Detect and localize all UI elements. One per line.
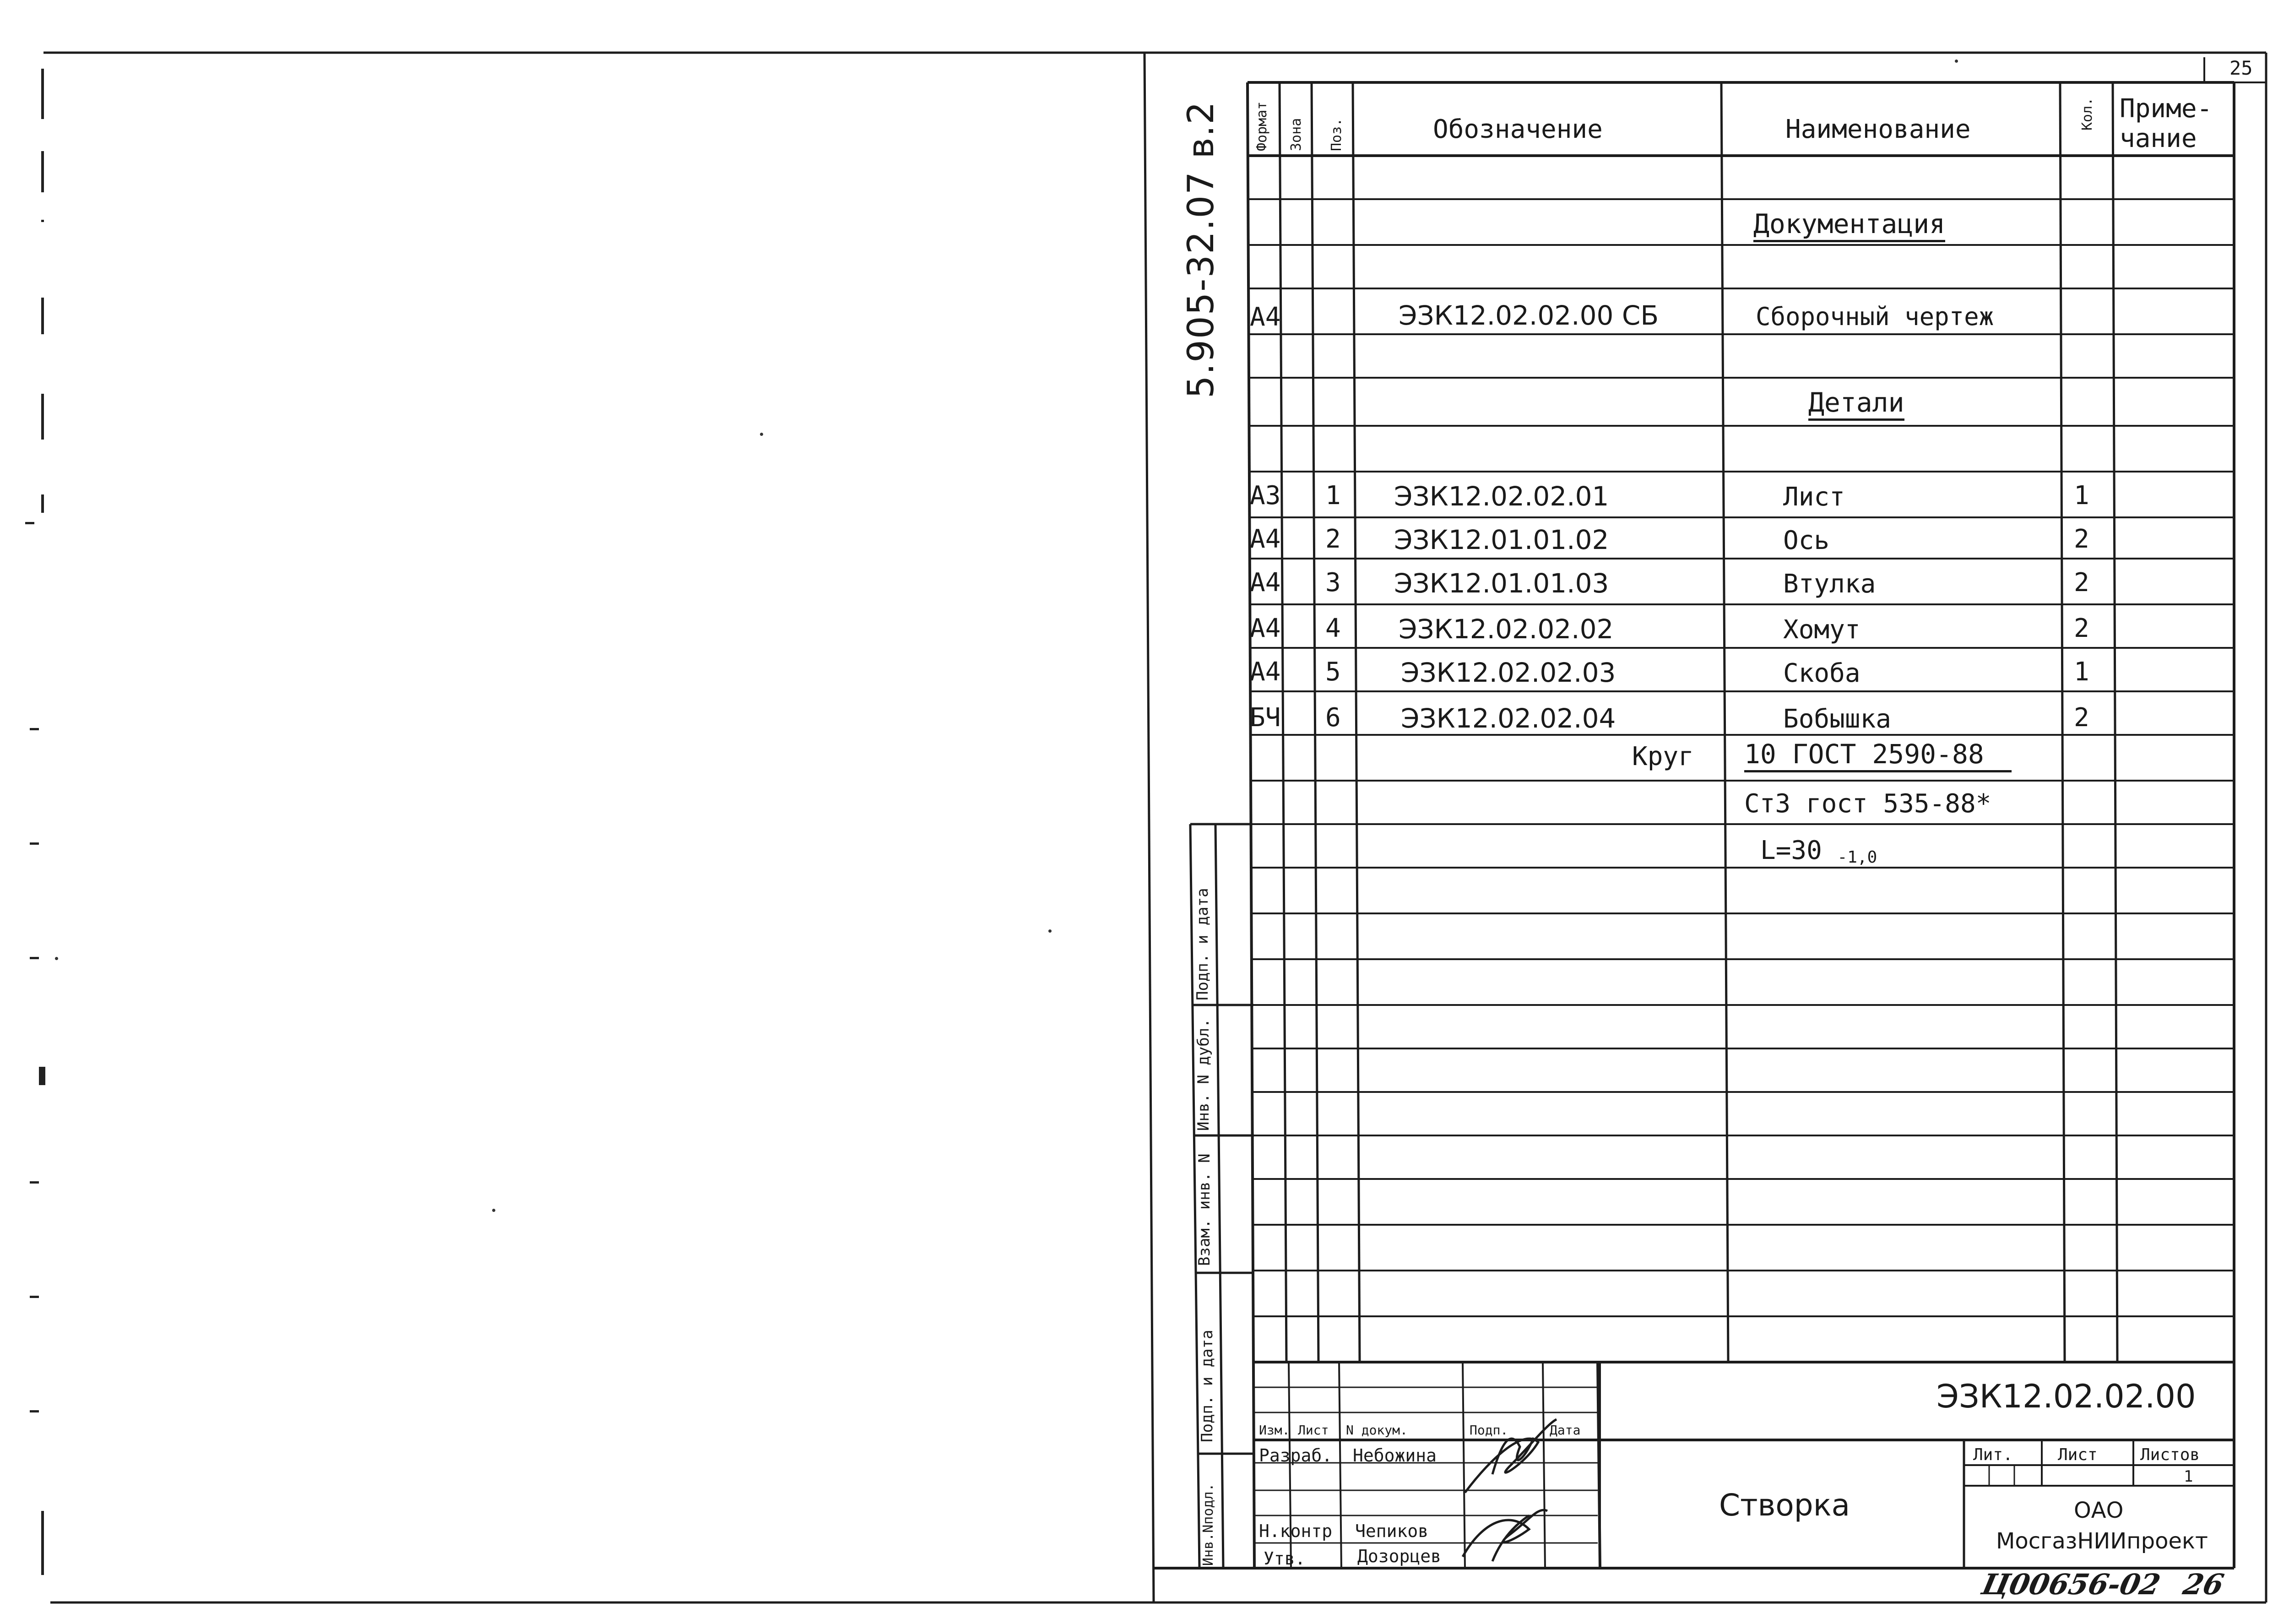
row-format: А4 — [1250, 568, 1281, 597]
tb-name-appr: Дозорцев — [1357, 1546, 1442, 1566]
material-tolerance: -1,0 — [1837, 848, 1877, 867]
row-format: А3 — [1250, 481, 1281, 511]
section-documentation: Документация — [1753, 211, 1945, 242]
row-format: А4 — [1250, 614, 1281, 643]
row-pos: 3 — [1325, 568, 1341, 597]
header-format: Формат — [1254, 101, 1270, 151]
row-designation: ЭЗК12.02.02.03 — [1401, 657, 1616, 688]
row-qty: 2 — [2074, 614, 2089, 643]
row-qty: 2 — [2074, 568, 2089, 597]
header-name: Наименование — [1785, 114, 1971, 144]
row-name: Скоба — [1783, 658, 1860, 688]
tb-col-date: Дата — [1550, 1423, 1581, 1438]
scan-speck — [1955, 60, 1958, 63]
tb-lit: Лит. — [1973, 1445, 2013, 1464]
tb-org-line-2: МосгазНИИпроект — [1996, 1528, 2208, 1554]
material-line-2: Ст3 гост 535-88* — [1744, 789, 1991, 819]
side-label-sign-date-top: Подп. и дата — [1193, 888, 1212, 1000]
row-pos: 6 — [1325, 703, 1341, 733]
title-doc-number: ЭЗК12.02.02.00 — [1936, 1378, 2196, 1415]
tb-role-appr: Утв. — [1264, 1548, 1306, 1569]
scan-speck — [760, 433, 763, 436]
row-designation: ЭЗК12.02.02.01 — [1394, 481, 1609, 512]
tb-col-sign: Подп. — [1470, 1423, 1508, 1438]
tb-name-dev: Небожина — [1353, 1445, 1437, 1466]
row-pos: 5 — [1325, 657, 1341, 687]
tb-sheet: Лист — [2058, 1445, 2098, 1464]
material-line-3 — [1760, 838, 1877, 866]
row-qty: 2 — [2074, 524, 2089, 554]
header-zone: Зона — [1288, 118, 1304, 151]
header-qty: Кол. — [2079, 97, 2095, 130]
tb-name-nk: Чепиков — [1355, 1521, 1429, 1541]
side-label-sign-date-bottom: Подп. и дата — [1198, 1330, 1216, 1442]
row-designation: ЭЗК12.01.01.03 — [1394, 568, 1609, 599]
assembly-designation: ЭЗК12.02.02.00 СБ — [1399, 300, 1659, 331]
tb-col-list: Лист — [1298, 1423, 1329, 1438]
scan-speck — [55, 957, 58, 960]
row-pos: 1 — [1325, 481, 1341, 511]
row-name: Хомут — [1783, 615, 1860, 645]
material-line-1: 10 ГОСТ 2590-88 — [1744, 741, 2012, 772]
side-label-dup-inv: Инв. N дубл. — [1194, 1018, 1213, 1131]
row-name: Лист — [1783, 482, 1845, 512]
archive-stamp-sheet: 26 — [2180, 1568, 2227, 1601]
assembly-name: Сборочный чертеж — [1756, 302, 1994, 331]
row-format: А4 — [1250, 524, 1281, 554]
assembly-format: А4 — [1250, 302, 1281, 332]
row-pos: 4 — [1325, 614, 1341, 643]
scan-speck — [1048, 929, 1052, 933]
row-designation: ЭЗК12.01.01.02 — [1394, 524, 1609, 555]
scan-speck — [492, 1209, 495, 1212]
document-code-vertical: 5.905-32.07 в.2 — [1181, 101, 1222, 398]
row-format: БЧ — [1250, 703, 1281, 733]
tb-role-nk: Н.контр — [1259, 1521, 1333, 1541]
row-pos: 2 — [1325, 524, 1341, 554]
row-name: Втулка — [1783, 569, 1876, 599]
tb-org-line-1: ОАО — [2074, 1498, 2124, 1523]
archive-stamp-code: Ц00656-02 — [1979, 1568, 2164, 1601]
material-prefix: Круг — [1632, 742, 1694, 771]
row-designation: ЭЗК12.02.02.02 — [1399, 614, 1614, 645]
tb-col-ndoc: N докум. — [1346, 1423, 1408, 1438]
page-number: 25 — [2229, 57, 2253, 79]
row-qty: 1 — [2074, 657, 2089, 687]
row-name: Ось — [1783, 526, 1830, 555]
row-designation: ЭЗК12.02.02.04 — [1401, 703, 1616, 734]
tb-sheets: Листов — [2140, 1445, 2200, 1464]
row-format: А4 — [1250, 657, 1281, 687]
row-qty: 2 — [2074, 703, 2089, 733]
row-name: Бобышка — [1783, 704, 1892, 734]
tb-role-dev: Разраб. — [1259, 1445, 1333, 1466]
section-parts: Детали — [1808, 389, 1904, 421]
tb-sheets-value: 1 — [2184, 1467, 2193, 1486]
material-length: L=30 — [1760, 836, 1822, 865]
header-note-1: Приме- — [2120, 94, 2213, 124]
side-label-replace-inv: Взам. инв. N — [1195, 1153, 1214, 1266]
title-product-name: Створка — [1719, 1488, 1850, 1523]
side-label-orig-inv: Инв.Nподл. — [1200, 1483, 1216, 1566]
header-designation: Обозначение — [1433, 114, 1603, 144]
row-qty: 1 — [2074, 481, 2089, 511]
header-pos: Поз. — [1329, 118, 1345, 151]
tb-col-izm: Изм. — [1259, 1423, 1290, 1438]
header-note-2: чание — [2120, 124, 2197, 153]
